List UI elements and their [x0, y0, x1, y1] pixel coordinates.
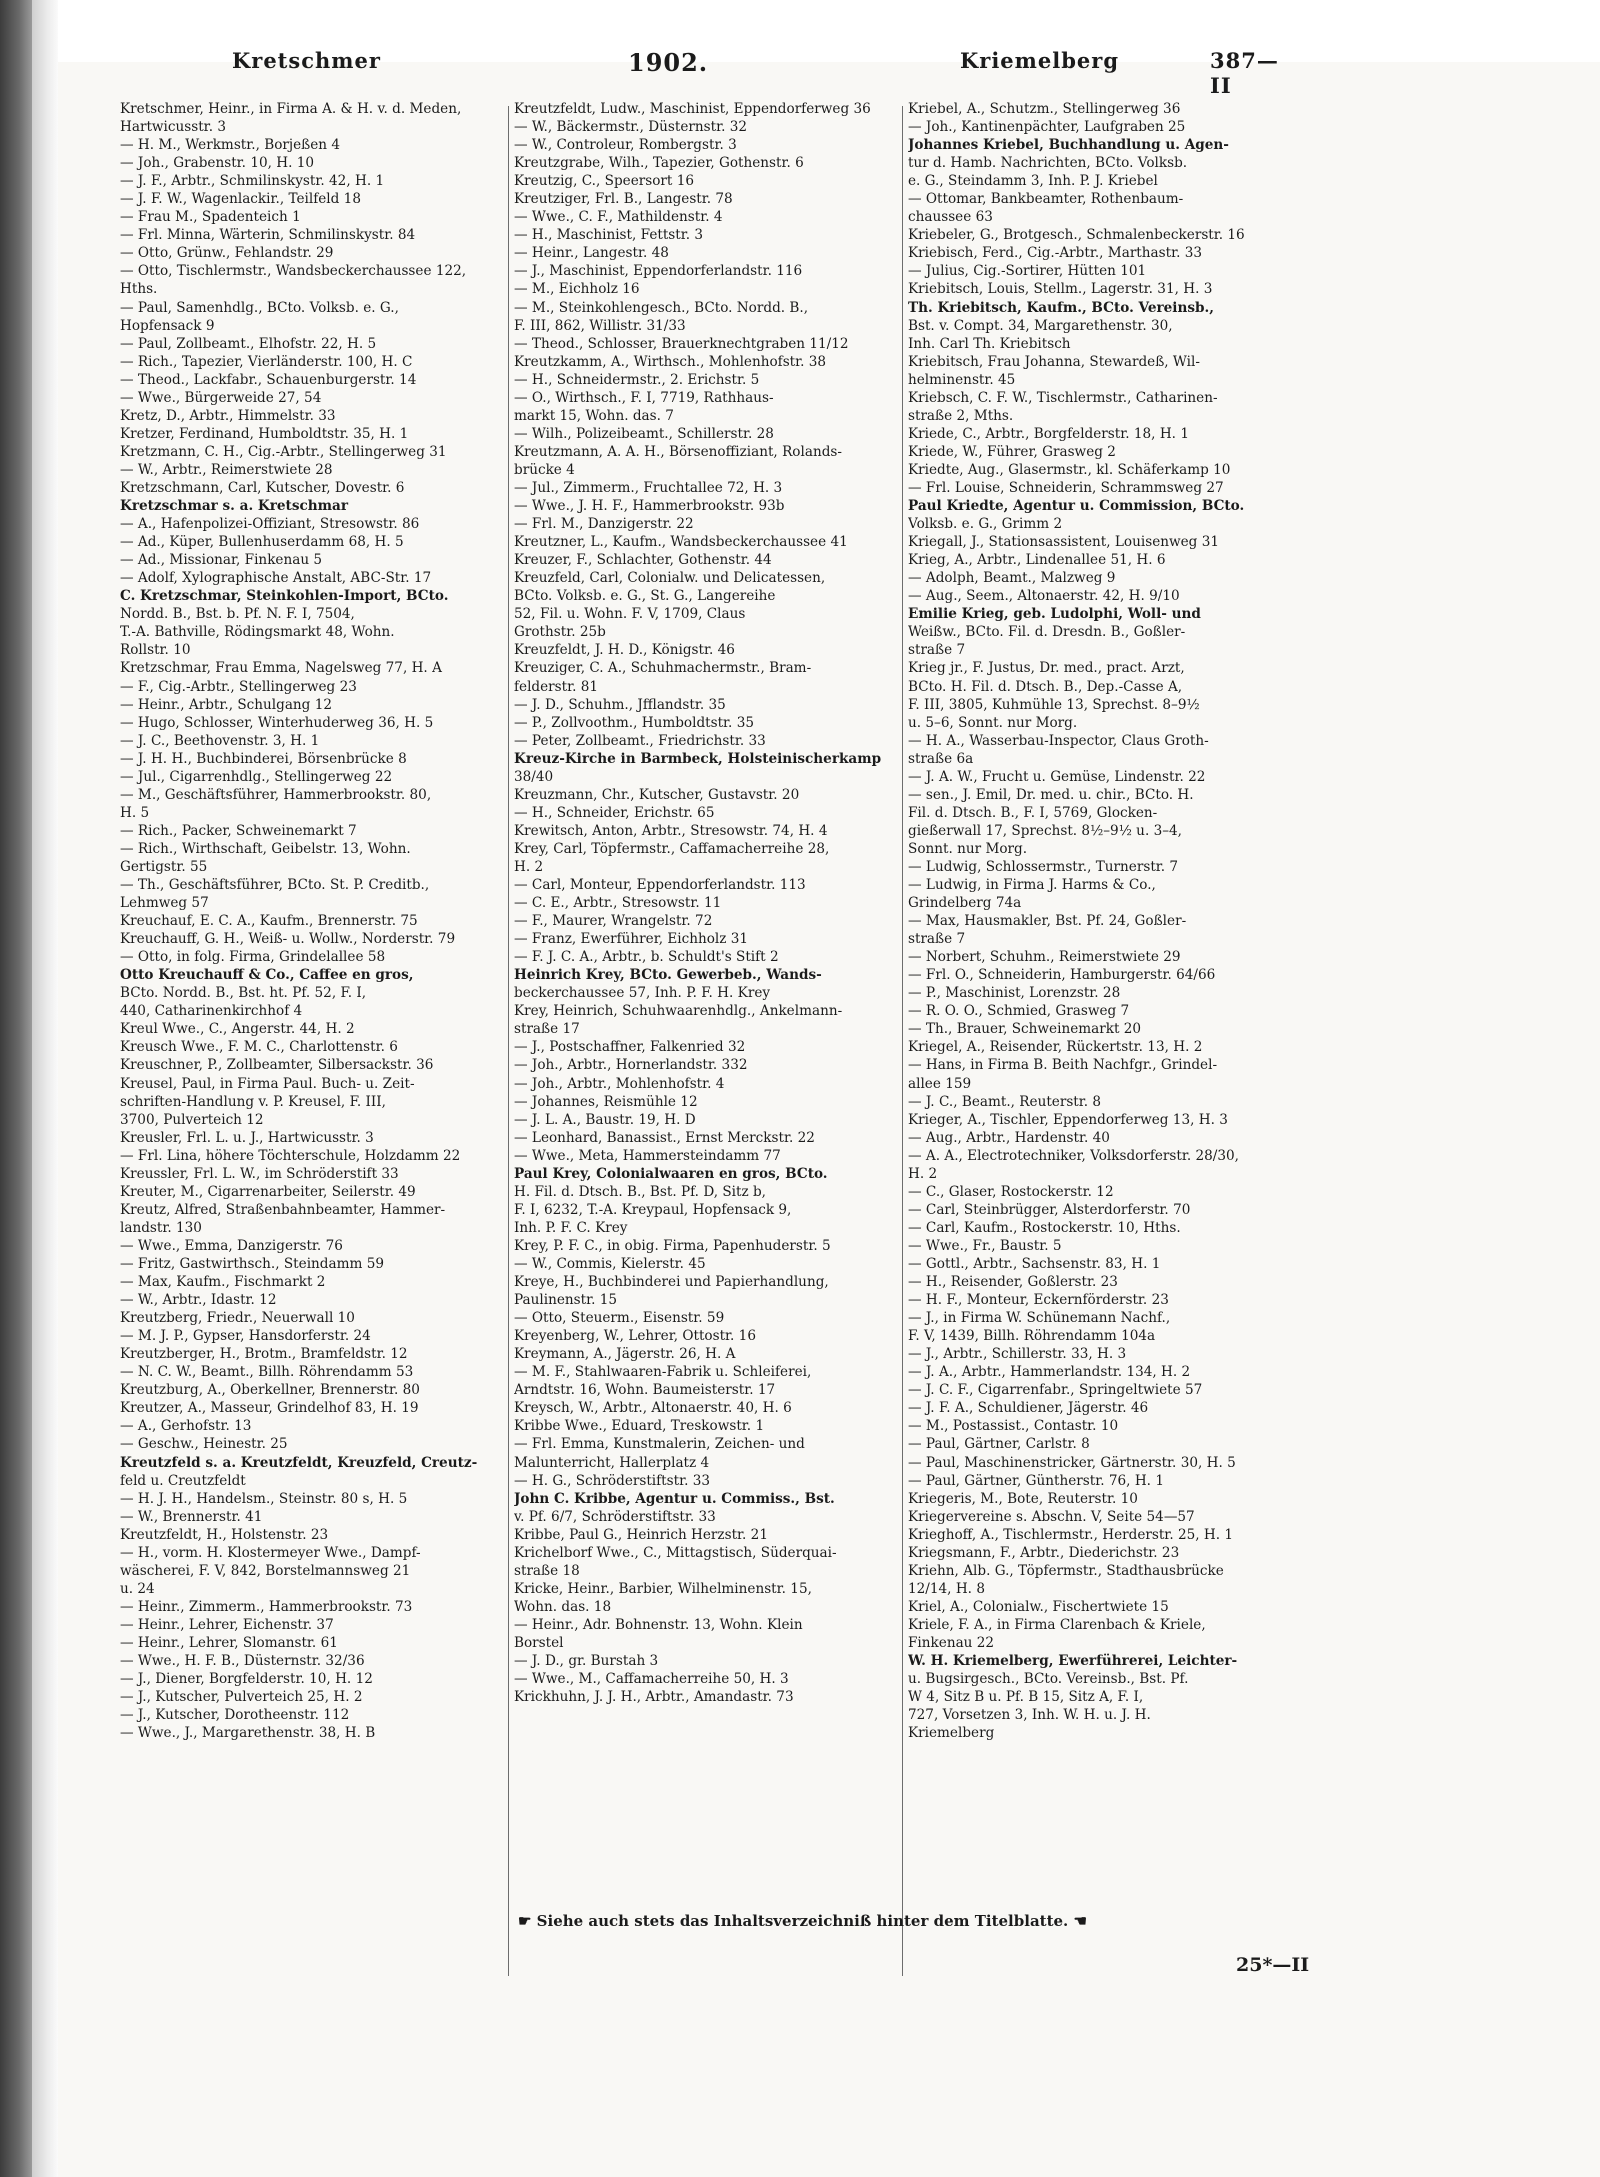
directory-entry-line: W. H. Kriemelberg, Ewerführerei, Leichter- — [908, 1653, 1238, 1670]
directory-entry-line: Kretzschmar s. a. Kretschmar — [120, 498, 348, 515]
directory-entry-line: Bst. v. Compt. 34, Margarethenstr. 30, — [908, 317, 1173, 334]
directory-entry-line: — Paul, Zollbeamt., Elhofstr. 22, H. 5 — [120, 335, 377, 352]
directory-entry-line: schriften-Handlung v. P. Kreusel, F. III, — [120, 1093, 386, 1110]
directory-entry-line: — Peter, Zollbeamt., Friedrichstr. 33 — [514, 732, 766, 749]
running-head-left: Kretschmer — [232, 48, 381, 73]
directory-entry-line: Hopfensack 9 — [120, 317, 215, 334]
directory-entry-line: — Frau M., Spadenteich 1 — [120, 209, 301, 226]
column-divider — [508, 106, 509, 1976]
directory-entry-line: Finkenau 22 — [908, 1634, 995, 1651]
directory-entry-line: Kriebitsch, Frau Johanna, Stewardeß, Wil- — [908, 353, 1200, 370]
directory-entry-line: — Fritz, Gastwirthsch., Steindamm 59 — [120, 1256, 384, 1272]
directory-entry-line: Kreyenberg, W., Lehrer, Ottostr. 16 — [514, 1328, 756, 1345]
directory-entry-line: Paul Kriedte, Agentur u. Commission, BCto. — [908, 498, 1245, 515]
directory-entry-line: tur d. Hamb. Nachrichten, BCto. Volksb. — [908, 155, 1188, 172]
directory-entry-line: — M., Eichholz 16 — [514, 281, 640, 298]
directory-entry-line: — Heinr., Adr. Bohnenstr. 13, Wohn. Klein — [514, 1616, 803, 1633]
directory-entry-line: — Joh., Arbtr., Hornerlandstr. 332 — [514, 1057, 748, 1074]
directory-entry-line: — Wwe., J. H. F., Hammerbrookstr. 93b — [514, 498, 785, 515]
directory-entry-line: — Paul, Gärtner, Carlstr. 8 — [908, 1436, 1090, 1453]
directory-entry-line: — Leonhard, Banassist., Ernst Merckstr. 22 — [514, 1129, 815, 1146]
directory-entry-line: Volksb. e. G., Grimm 2 — [908, 516, 1063, 533]
directory-entry-line: — W., Brennerstr. 41 — [120, 1508, 263, 1525]
page-number-top: 387—II — [1210, 48, 1279, 98]
directory-entry-line: Kreye, H., Buchbinderei und Papierhandlung, — [514, 1274, 829, 1291]
directory-entry-line: — Wwe., Emma, Danzigerstr. 76 — [120, 1237, 343, 1254]
directory-entry-line: Nordd. B., Bst. b. Pf. N. F. I, 7504, — [120, 606, 355, 623]
directory-entry-line: — Joh., Kantinenpächter, Laufgraben 25 — [908, 119, 1186, 136]
directory-entry-line: Kreuzfeld, Carl, Colonialw. und Delicatessen, — [514, 570, 826, 587]
directory-entry-line: e. G., Steindamm 3, Inh. P. J. Kriebel — [908, 173, 1158, 190]
directory-entry-line: — A., Gerhofstr. 13 — [120, 1418, 252, 1435]
directory-entry-line: Kricke, Heinr., Barbier, Wilhelminenstr. 15, — [514, 1580, 812, 1597]
directory-entry-line: — Ad., Küper, Bullenhuserdamm 68, H. 5 — [120, 534, 404, 551]
directory-entry-line: — M., Steinkohlengesch., BCto. Nordd. B., — [514, 299, 809, 316]
directory-entry-line: Kreutzmann, A. A. H., Börsenoffiziant, Rolands- — [514, 443, 842, 460]
directory-entry-line: — Otto, Steuerm., Eisenstr. 59 — [514, 1310, 725, 1327]
directory-entry-line: Kreutzkamm, A., Wirthsch., Mohlenhofstr. 38 — [514, 353, 827, 370]
directory-entry-line: — J. A., Arbtr., Hammerlandstr. 134, H. 2 — [908, 1364, 1191, 1381]
directory-entry-line: H. 2 — [514, 858, 544, 875]
directory-entry-line: — Joh., Arbtr., Mohlenhofstr. 4 — [514, 1075, 725, 1092]
book-binding-gutter — [32, 0, 58, 2177]
directory-entry-line: Kreuter, M., Cigarrenarbeiter, Seilerstr. 49 — [120, 1183, 416, 1200]
directory-entry-line: F. V, 1439, Billh. Röhrendamm 104a — [908, 1328, 1156, 1345]
directory-entry-line: John C. Kribbe, Agentur u. Commiss., Bst. — [514, 1490, 835, 1507]
directory-column-3 — [908, 100, 1290, 1980]
directory-entry-line: Hartwicusstr. 3 — [120, 119, 226, 136]
directory-entry-line: Kreutzner, L., Kaufm., Wandsbeckerchaussee 41 — [514, 534, 848, 551]
directory-columns — [120, 100, 1310, 2000]
directory-entry-line: — H., Reisender, Goßlerstr. 23 — [908, 1274, 1118, 1291]
directory-entry-line: — J. L. A., Baustr. 19, H. D — [514, 1111, 696, 1128]
directory-entry-line: — Carl, Kaufm., Rostockerstr. 10, Hths. — [908, 1219, 1181, 1236]
running-head-year: 1902. — [628, 48, 709, 77]
directory-entry-line: — Heinr., Lehrer, Slomanstr. 61 — [120, 1634, 338, 1651]
directory-entry-line: — Frl. Louise, Schneiderin, Schrammsweg 27 — [908, 479, 1224, 496]
directory-entry-line: Kriebel, A., Schutzm., Stellingerweg 36 — [908, 101, 1181, 117]
directory-entry-line: — J., Kutscher, Dorotheenstr. 112 — [120, 1707, 350, 1724]
directory-entry-line: — M. J. P., Gypser, Hansdorferstr. 24 — [120, 1328, 371, 1345]
directory-entry-line: Kriehn, Alb. G., Töpfermstr., Stadthausbrücke — [908, 1562, 1224, 1579]
directory-entry-line: felderstr. 81 — [514, 678, 599, 695]
directory-entry-line: Kreutzig, C., Speersort 16 — [514, 173, 694, 190]
directory-entry-line: straße 17 — [514, 1021, 580, 1038]
directory-entry-line: — J. A. W., Frucht u. Gemüse, Lindenstr. 22 — [908, 768, 1206, 785]
directory-entry-line: straße 18 — [514, 1562, 580, 1579]
directory-entry-line: — Johannes, Reismühle 12 — [514, 1093, 698, 1110]
directory-entry-line: Kreusler, Frl. L. u. J., Hartwicusstr. 3 — [120, 1129, 374, 1146]
directory-entry-line: straße 7 — [908, 931, 966, 948]
directory-entry-line: W 4, Sitz B u. Pf. B 15, Sitz A, F. I, — [908, 1689, 1144, 1706]
directory-entry-line: Kriegall, J., Stationsassistent, Louisenweg 31 — [908, 534, 1219, 551]
directory-entry-line: — H. A., Wasserbau-Inspector, Claus Groth- — [908, 732, 1209, 749]
directory-entry-line: Hths. — [120, 281, 158, 298]
directory-entry-line: Kriebeler, G., Brotgesch., Schmalenbeckerstr. 16 — [908, 227, 1245, 244]
column-divider — [902, 106, 903, 1976]
directory-entry-line: Inh. Carl Th. Kriebitsch — [908, 335, 1071, 352]
directory-entry-line: BCto. Volksb. e. G., St. G., Langereihe — [514, 588, 776, 605]
directory-entry-line: Emilie Krieg, geb. Ludolphi, Woll- und — [908, 606, 1201, 623]
directory-entry-line: — Hugo, Schlosser, Winterhuderweg 36, H. 5 — [120, 714, 434, 731]
directory-entry-line: 440, Catharinenkirchhof 4 — [120, 1003, 303, 1020]
directory-entry-line: Krieger, A., Tischler, Eppendorferweg 13, H. 3 — [908, 1111, 1228, 1128]
directory-entry-line: — Max, Hausmakler, Bst. Pf. 24, Goßler- — [908, 913, 1187, 930]
directory-entry-line: Kreutz, Alfred, Straßenbahnbeamter, Hammer- — [120, 1201, 446, 1218]
directory-entry-line: Kreuchauf, E. C. A., Kaufm., Brennerstr. 75 — [120, 913, 418, 930]
directory-entry-line: straße 7 — [908, 642, 966, 659]
directory-entry-line: — J., Arbtr., Schillerstr. 33, H. 3 — [908, 1346, 1127, 1363]
directory-entry-line: 727, Vorsetzen 3, Inh. W. H. u. J. H. — [908, 1707, 1151, 1724]
directory-entry-line: Kriebitsch, Louis, Stellm., Lagerstr. 31, H. 3 — [908, 281, 1213, 298]
directory-entry-line: Kriebsch, C. F. W., Tischlermstr., Catharinen- — [908, 389, 1218, 406]
directory-entry-line: Krey, P. F. C., in obig. Firma, Papenhuderstr. 5 — [514, 1237, 831, 1254]
directory-entry-line: — Paul, Gärtner, Güntherstr. 76, H. 1 — [908, 1472, 1164, 1489]
directory-entry-line: — W., Bäckermstr., Düsternstr. 32 — [514, 119, 748, 136]
directory-entry-line: Kriebisch, Ferd., Cig.-Arbtr., Marthastr. 33 — [908, 245, 1203, 262]
directory-entry-line: Krey, Carl, Töpfermstr., Caffamacherreihe 28, — [514, 840, 830, 857]
directory-entry-line: Kretschmer, Heinr., in Firma A. & H. v. d. Meden, — [120, 101, 462, 117]
directory-entry-line: — J. C., Beamt., Reuterstr. 8 — [908, 1093, 1102, 1110]
directory-entry-line: — Aug., Seem., Altonaerstr. 42, H. 9/10 — [908, 588, 1180, 605]
directory-entry-line: — A. A., Electrotechniker, Volksdorferstr. 28/30, — [908, 1147, 1239, 1164]
directory-entry-line: Kretzmann, C. H., Cig.-Arbtr., Stellingerweg 31 — [120, 443, 447, 460]
directory-entry-line: Kreuzfeldt, J. H. D., Königstr. 46 — [514, 642, 735, 659]
directory-entry-line: Kribbe, Paul G., Heinrich Herzstr. 21 — [514, 1526, 768, 1543]
directory-entry-line: Krieg jr., F. Justus, Dr. med., pract. Arzt, — [908, 660, 1185, 677]
directory-entry-line: Kreutzgrabe, Wilh., Tapezier, Gothenstr. 6 — [514, 155, 804, 172]
directory-entry-line: F. III, 862, Willistr. 31/33 — [514, 317, 686, 334]
book-binding-shadow — [0, 0, 32, 2177]
directory-entry-line: v. Pf. 6/7, Schröderstiftstr. 33 — [514, 1508, 716, 1525]
directory-entry-line: — J., Postschaffner, Falkenried 32 — [514, 1039, 746, 1056]
directory-entry-line: allee 159 — [908, 1075, 972, 1092]
directory-entry-line: — Heinr., Zimmerm., Hammerbrookstr. 73 — [120, 1598, 413, 1615]
directory-entry-line: Kretzschmar, Frau Emma, Nagelsweg 77, H. A — [120, 660, 442, 677]
directory-entry-line: — H. F., Monteur, Eckernförderstr. 23 — [908, 1292, 1169, 1309]
directory-entry-line: — N. C. W., Beamt., Billh. Röhrendamm 53 — [120, 1364, 414, 1381]
directory-entry-line: — C., Glaser, Rostockerstr. 12 — [908, 1183, 1114, 1200]
directory-entry-line: Kreussler, Frl. L. W., im Schröderstift 33 — [120, 1165, 399, 1182]
directory-entry-line: — Julius, Cig.-Sortirer, Hütten 101 — [908, 263, 1147, 280]
directory-entry-line: — Frl. Lina, höhere Töchterschule, Holzdamm 22 — [120, 1147, 461, 1164]
directory-entry-line: — Th., Geschäftsführer, BCto. St. P. Creditb., — [120, 877, 430, 894]
directory-entry-line: landstr. 130 — [120, 1219, 202, 1236]
directory-entry-line: Kretz, D., Arbtr., Himmelstr. 33 — [120, 407, 336, 424]
directory-entry-line: — J. F. A., Schuldiener, Jägerstr. 46 — [908, 1400, 1149, 1417]
directory-entry-line: — H., Schneidermstr., 2. Erichstr. 5 — [514, 371, 760, 388]
directory-entry-line: chaussee 63 — [908, 209, 993, 226]
directory-entry-line: — Aug., Arbtr., Hardenstr. 40 — [908, 1129, 1110, 1146]
directory-entry-line: Kriele, F. A., in Firma Clarenbach & Kriele, — [908, 1616, 1206, 1633]
directory-entry-line: — C. E., Arbtr., Stresowstr. 11 — [514, 895, 722, 912]
directory-entry-line: — Frl. O., Schneiderin, Hamburgerstr. 64/66 — [908, 967, 1216, 984]
directory-entry-line: Kreutzfeldt, Ludw., Maschinist, Eppendorferweg 36 — [514, 101, 871, 117]
directory-entry-line: Paulinenstr. 15 — [514, 1292, 618, 1309]
directory-entry-line: — Norbert, Schuhm., Reimerstwiete 29 — [908, 949, 1181, 966]
directory-entry-line: Krichelborf Wwe., C., Mittagstisch, Süderquai- — [514, 1544, 837, 1561]
directory-entry-line: — M. F., Stahlwaaren-Fabrik u. Schleiferei, — [514, 1364, 812, 1381]
directory-entry-line: Otto Kreuchauff & Co., Caffee en gros, — [120, 967, 414, 984]
directory-entry-line: — Adolph, Beamt., Malzweg 9 — [908, 570, 1116, 587]
directory-entry-line: — Wwe., H. F. B., Düsternstr. 32/36 — [120, 1653, 365, 1670]
directory-entry-line: Kribbe Wwe., Eduard, Treskowstr. 1 — [514, 1418, 765, 1435]
directory-entry-line: u. Bugsirgesch., BCto. Vereinsb., Bst. Pf. — [908, 1671, 1189, 1688]
running-head-right: Kriemelberg — [960, 48, 1120, 73]
directory-entry-line: Johannes Kriebel, Buchhandlung u. Agen- — [908, 137, 1229, 154]
directory-entry-line: Kriegeris, M., Bote, Reuterstr. 10 — [908, 1490, 1138, 1507]
directory-entry-line: — Geschw., Heinestr. 25 — [120, 1436, 288, 1453]
directory-entry-line: Grothstr. 25b — [514, 624, 606, 641]
directory-entry-line: straße 2, Mths. — [908, 407, 1014, 424]
directory-entry-line: Inh. P. F. C. Krey — [514, 1219, 628, 1236]
directory-entry-line: — Heinr., Langestr. 48 — [514, 245, 669, 262]
directory-entry-line: — Wwe., C. F., Mathildenstr. 4 — [514, 209, 723, 226]
directory-entry-line: — Otto, in folg. Firma, Grindelallee 58 — [120, 949, 386, 966]
directory-entry-line: Kreutzfeld s. a. Kreutzfeldt, Kreuzfeld, Creutz- — [120, 1454, 478, 1471]
directory-entry-line: — H., Schneider, Erichstr. 65 — [514, 804, 715, 821]
directory-entry-line: — F. J. C. A., Arbtr., b. Schuldt's Stift 2 — [514, 949, 779, 966]
directory-entry-line: Wohn. das. 18 — [514, 1598, 612, 1615]
directory-entry-line: Kreusel, Paul, in Firma Paul. Buch- u. Zeit- — [120, 1075, 415, 1092]
directory-entry-line: — Th., Brauer, Schweinemarkt 20 — [908, 1021, 1142, 1038]
directory-entry-line: — Frl. M., Danzigerstr. 22 — [514, 516, 694, 533]
directory-entry-line: Kreul Wwe., C., Angerstr. 44, H. 2 — [120, 1021, 355, 1038]
directory-column-2 — [514, 100, 896, 1980]
directory-entry-line: — J., Maschinist, Eppendorferlandstr. 116 — [514, 263, 803, 280]
directory-entry-line: Kriegsmann, F., Arbtr., Diederichstr. 23 — [908, 1544, 1180, 1561]
directory-entry-line: Krey, Heinrich, Schuhwaarenhdlg., Ankelmann- — [514, 1003, 843, 1020]
directory-entry-line: brücke 4 — [514, 461, 575, 478]
directory-entry-line: Weißw., BCto. Fil. d. Dresdn. B., Goßler- — [908, 624, 1186, 641]
directory-entry-line: Kreutzer, A., Masseur, Grindelhof 83, H. 19 — [120, 1400, 419, 1417]
directory-entry-line: Kreuzmann, Chr., Kutscher, Gustavstr. 20 — [514, 786, 800, 803]
directory-entry-line: — H. J. H., Handelsm., Steinstr. 80 s, H. 5 — [120, 1490, 408, 1507]
directory-entry-line: — sen., J. Emil, Dr. med. u. chir., BCto. H. — [908, 786, 1194, 803]
directory-entry-line: Kriedte, Aug., Glasermstr., kl. Schäferkamp 10 — [908, 461, 1231, 478]
directory-entry-line: Kreymann, A., Jägerstr. 26, H. A — [514, 1346, 736, 1363]
directory-entry-line: F. III, 3805, Kuhmühle 13, Sprechst. 8–9½ — [908, 696, 1200, 713]
directory-entry-line: 52, Fil. u. Wohn. F. V, 1709, Claus — [514, 606, 746, 623]
directory-column-1 — [120, 100, 502, 1980]
directory-entry-line: u. 5–6, Sonnt. nur Morg. — [908, 714, 1078, 731]
directory-entry-line: — M., Geschäftsführer, Hammerbrookstr. 80, — [120, 786, 432, 803]
directory-entry-line: — Hans, in Firma B. Beith Nachfgr., Grindel- — [908, 1057, 1218, 1074]
directory-entry-line: Kreutzburg, A., Oberkellner, Brennerstr. 80 — [120, 1382, 420, 1399]
directory-entry-line: Kriemelberg — [908, 1725, 995, 1742]
directory-entry-line: wäscherei, F. V, 842, Borstelmannsweg 21 — [120, 1562, 411, 1579]
directory-entry-line: — Rich., Packer, Schweinemarkt 7 — [120, 822, 357, 839]
directory-entry-line: — W., Commis, Kielerstr. 45 — [514, 1256, 706, 1272]
directory-entry-line: Krickhuhn, J. J. H., Arbtr., Amandastr. 73 — [514, 1689, 794, 1706]
directory-entry-line: — Ottomar, Bankbeamter, Rothenbaum- — [908, 191, 1184, 208]
directory-entry-line: — Rich., Wirthschaft, Geibelstr. 13, Wohn. — [120, 840, 411, 857]
directory-entry-line: feld u. Creutzfeldt — [120, 1472, 246, 1489]
directory-entry-line: — Jul., Zimmerm., Fruchtallee 72, H. 3 — [514, 479, 783, 496]
directory-entry-line: markt 15, Wohn. das. 7 — [514, 407, 674, 424]
directory-entry-line: — Rich., Tapezier, Vierländerstr. 100, H. C — [120, 353, 413, 370]
directory-entry-line: Krieg, A., Arbtr., Lindenallee 51, H. 6 — [908, 552, 1166, 569]
directory-entry-line: — J. D., Schuhm., Jfflandstr. 35 — [514, 696, 726, 713]
directory-entry-line: T.-A. Bathville, Rödingsmarkt 48, Wohn. — [120, 624, 395, 641]
directory-entry-line: — Heinr., Arbtr., Schulgang 12 — [120, 696, 332, 713]
directory-entry-line: 12/14, H. 8 — [908, 1580, 985, 1597]
directory-entry-line: — Paul, Samenhdlg., BCto. Volksb. e. G., — [120, 299, 399, 316]
directory-entry-line: Lehmweg 57 — [120, 895, 209, 912]
directory-entry-line: — J. C., Beethovenstr. 3, H. 1 — [120, 732, 320, 749]
directory-entry-line: — Theod., Schlosser, Brauerknechtgraben 11/12 — [514, 335, 849, 352]
directory-entry-line: — Wwe., M., Caffamacherreihe 50, H. 3 — [514, 1671, 789, 1688]
directory-entry-line: — Heinr., Lehrer, Eichenstr. 37 — [120, 1616, 334, 1633]
directory-entry-line: — W., Arbtr., Reimerstwiete 28 — [120, 461, 333, 478]
directory-entry-line: 3700, Pulverteich 12 — [120, 1111, 264, 1128]
directory-entry-line: — Paul, Maschinenstricker, Gärtnerstr. 30, H. 5 — [908, 1454, 1236, 1471]
directory-entry-line: Malunterricht, Hallerplatz 4 — [514, 1454, 710, 1471]
directory-entry-line: Rollstr. 10 — [120, 642, 191, 659]
directory-entry-line: Kreutzberg, Friedr., Neuerwall 10 — [120, 1310, 355, 1327]
directory-entry-line: H. 5 — [120, 804, 150, 821]
directory-entry-line: Sonnt. nur Morg. — [908, 840, 1028, 857]
directory-entry-line: — J. F. W., Wagenlackir., Teilfeld 18 — [120, 191, 361, 208]
directory-entry-line: Kriegervereine s. Abschn. V, Seite 54—57 — [908, 1508, 1195, 1525]
page-header — [60, 48, 1292, 98]
directory-entry-line: — J. H. H., Buchbinderei, Börsenbrücke 8 — [120, 750, 407, 767]
directory-entry-line: — Frl. Emma, Kunstmalerin, Zeichen- und — [514, 1436, 805, 1453]
directory-entry-line: Krieghoff, A., Tischlermstr., Herderstr. 25, H. 1 — [908, 1526, 1234, 1543]
directory-entry-line: straße 6a — [908, 750, 974, 767]
directory-entry-line: Kreuchauff, G. H., Weiß- u. Wollw., Norderstr. 79 — [120, 931, 456, 948]
directory-entry-line: — Jul., Cigarrenhdlg., Stellingerweg 22 — [120, 768, 393, 785]
directory-entry-line: — Wwe., Bürgerweide 27, 54 — [120, 389, 322, 406]
directory-entry-line: — J. F., Arbtr., Schmilinskystr. 42, H. 1 — [120, 173, 385, 190]
directory-entry-line: Kreutziger, Frl. B., Langestr. 78 — [514, 191, 733, 208]
directory-entry-line: gießerwall 17, Sprechst. 8½–9½ u. 3–4, — [908, 822, 1182, 839]
directory-entry-line: Grindelberg 74a — [908, 895, 1022, 912]
directory-entry-line: 38/40 — [514, 768, 554, 785]
directory-entry-line: Borstel — [514, 1634, 564, 1651]
directory-entry-line: — Joh., Grabenstr. 10, H. 10 — [120, 155, 315, 172]
directory-entry-line: — Wwe., J., Margarethenstr. 38, H. B — [120, 1725, 376, 1742]
directory-entry-line: Kretzschmann, Carl, Kutscher, Dovestr. 6 — [120, 479, 405, 496]
directory-entry-line: — Carl, Steinbrügger, Alsterdorferstr. 70 — [908, 1201, 1191, 1218]
directory-entry-line: — P., Zollvoothm., Humboldtstr. 35 — [514, 714, 754, 731]
directory-entry-line: — Frl. Minna, Wärterin, Schmilinskystr. 84 — [120, 227, 416, 244]
directory-entry-line: — Ludwig, Schlossermstr., Turnerstr. 7 — [908, 858, 1179, 875]
directory-entry-line: Paul Krey, Colonialwaaren en gros, BCto. — [514, 1165, 828, 1182]
directory-entry-line: — M., Postassist., Contastr. 10 — [908, 1418, 1119, 1435]
directory-entry-line: Arndtstr. 16, Wohn. Baumeisterstr. 17 — [514, 1382, 776, 1399]
directory-entry-line: H. Fil. d. Dtsch. B., Bst. Pf. D, Sitz b, — [514, 1183, 767, 1200]
directory-entry-line: Kriede, C., Arbtr., Borgfelderstr. 18, H. 1 — [908, 425, 1189, 442]
directory-entry-line: Kretzer, Ferdinand, Humboldtstr. 35, H. 1 — [120, 425, 409, 442]
directory-entry-line: — W., Controleur, Rombergstr. 3 — [514, 137, 737, 154]
directory-entry-line: — R. O. O., Schmied, Grasweg 7 — [908, 1003, 1130, 1020]
directory-entry-line: u. 24 — [120, 1580, 155, 1597]
directory-entry-line: Kriegel, A., Reisender, Rückertstr. 13, H. 2 — [908, 1039, 1203, 1056]
directory-entry-line: C. Kretzschmar, Steinkohlen-Import, BCto. — [120, 588, 449, 605]
directory-entry-line: — Otto, Tischlermstr., Wandsbeckerchaussee 122, — [120, 263, 467, 280]
directory-entry-line: Fil. d. Dtsch. B., F. I, 5769, Glocken- — [908, 804, 1158, 821]
directory-entry-line: Heinrich Krey, BCto. Gewerbeb., Wands- — [514, 967, 822, 984]
directory-entry-line: — Wwe., Meta, Hammersteindamm 77 — [514, 1147, 781, 1164]
directory-entry-line: — O., Wirthsch., F. I, 7719, Rathhaus- — [514, 389, 774, 406]
directory-entry-line: — H., vorm. H. Klostermeyer Wwe., Dampf- — [120, 1544, 421, 1561]
directory-entry-line: Kreuschner, P., Zollbeamter, Silbersackstr. 36 — [120, 1057, 434, 1074]
directory-entry-line: — H. G., Schröderstiftstr. 33 — [514, 1472, 711, 1489]
directory-entry-line: Kreusch Wwe., F. M. C., Charlottenstr. 6 — [120, 1039, 398, 1056]
directory-entry-line: helminenstr. 45 — [908, 371, 1016, 388]
directory-entry-line: Kreutzberger, H., Brotm., Bramfeldstr. 12 — [120, 1346, 408, 1363]
directory-entry-line: — J., Kutscher, Pulverteich 25, H. 2 — [120, 1689, 363, 1706]
directory-entry-line: Kreutzfeldt, H., Holstenstr. 23 — [120, 1526, 329, 1543]
directory-entry-line: — Wwe., Fr., Baustr. 5 — [908, 1237, 1062, 1254]
directory-entry-line: — J. D., gr. Burstah 3 — [514, 1653, 659, 1670]
directory-entry-line: Kriede, W., Führer, Grasweg 2 — [908, 443, 1116, 460]
directory-entry-line: — Wilh., Polizeibeamt., Schillerstr. 28 — [514, 425, 774, 442]
directory-entry-line: H. 2 — [908, 1165, 938, 1182]
directory-entry-line: — F., Maurer, Wrangelstr. 72 — [514, 913, 713, 930]
directory-entry-line: — Gottl., Arbtr., Sachsenstr. 83, H. 1 — [908, 1256, 1161, 1272]
directory-entry-line: — J., Diener, Borgfelderstr. 10, H. 12 — [120, 1671, 373, 1688]
directory-entry-line: beckerchaussee 57, Inh. P. F. H. Krey — [514, 985, 771, 1002]
directory-entry-line: — J., in Firma W. Schünemann Nachf., — [908, 1310, 1171, 1327]
directory-entry-line: — A., Hafenpolizei-Offiziant, Stresowstr. 86 — [120, 516, 420, 533]
directory-entry-line: F. I, 6232, T.-A. Kreypaul, Hopfensack 9, — [514, 1201, 792, 1218]
directory-entry-line: — J. C. F., Cigarrenfabr., Springeltwiete 57 — [908, 1382, 1203, 1399]
directory-entry-line: Kreysch, W., Arbtr., Altonaerstr. 40, H. 6 — [514, 1400, 792, 1417]
directory-entry-line: — Ludwig, in Firma J. Harms & Co., — [908, 877, 1156, 894]
directory-entry-line: Kriel, A., Colonialw., Fischertwiete 15 — [908, 1598, 1169, 1615]
directory-entry-line: — H. M., Werkmstr., Borjeßen 4 — [120, 137, 341, 154]
directory-entry-line: — Adolf, Xylographische Anstalt, ABC-Str. 17 — [120, 570, 432, 587]
directory-entry-line: Kreuzer, F., Schlachter, Gothenstr. 44 — [514, 552, 772, 569]
directory-entry-line: — F., Cig.-Arbtr., Stellingerweg 23 — [120, 678, 357, 695]
directory-entry-line: Krewitsch, Anton, Arbtr., Stresowstr. 74, H. 4 — [514, 822, 828, 839]
directory-entry-line: Gertigstr. 55 — [120, 858, 208, 875]
footer-note: ☛ Siehe auch stets das Inhaltsverzeichniß hinter dem Titelblatte. ☚ — [518, 1912, 1087, 1930]
directory-entry-line: — P., Maschinist, Lorenzstr. 28 — [908, 985, 1121, 1002]
directory-entry-line: — Max, Kaufm., Fischmarkt 2 — [120, 1274, 326, 1291]
directory-entry-line: — Theod., Lackfabr., Schauenburgerstr. 14 — [120, 371, 417, 388]
directory-entry-line: BCto. Nordd. B., Bst. ht. Pf. 52, F. I, — [120, 985, 367, 1002]
directory-entry-line: — Franz, Ewerführer, Eichholz 31 — [514, 931, 749, 948]
directory-entry-line: — W., Arbtr., Idastr. 12 — [120, 1292, 277, 1309]
directory-entry-line: — H., Maschinist, Fettstr. 3 — [514, 227, 704, 244]
directory-entry-line: Kreuz-Kirche in Barmbeck, Holsteinischerkamp — [514, 750, 882, 767]
directory-entry-line: — Ad., Missionar, Finkenau 5 — [120, 552, 323, 569]
directory-entry-line: Kreuziger, C. A., Schuhmachermstr., Bram- — [514, 660, 812, 677]
directory-entry-line: Th. Kriebitsch, Kaufm., BCto. Vereinsb., — [908, 299, 1214, 316]
directory-entry-line: — Otto, Grünw., Fehlandstr. 29 — [120, 245, 334, 262]
page-number-bottom: 25*—II — [1236, 1954, 1310, 1976]
directory-entry-line: BCto. H. Fil. d. Dtsch. B., Dep.-Casse A, — [908, 678, 1183, 695]
directory-entry-line: — Carl, Monteur, Eppendorferlandstr. 113 — [514, 877, 806, 894]
